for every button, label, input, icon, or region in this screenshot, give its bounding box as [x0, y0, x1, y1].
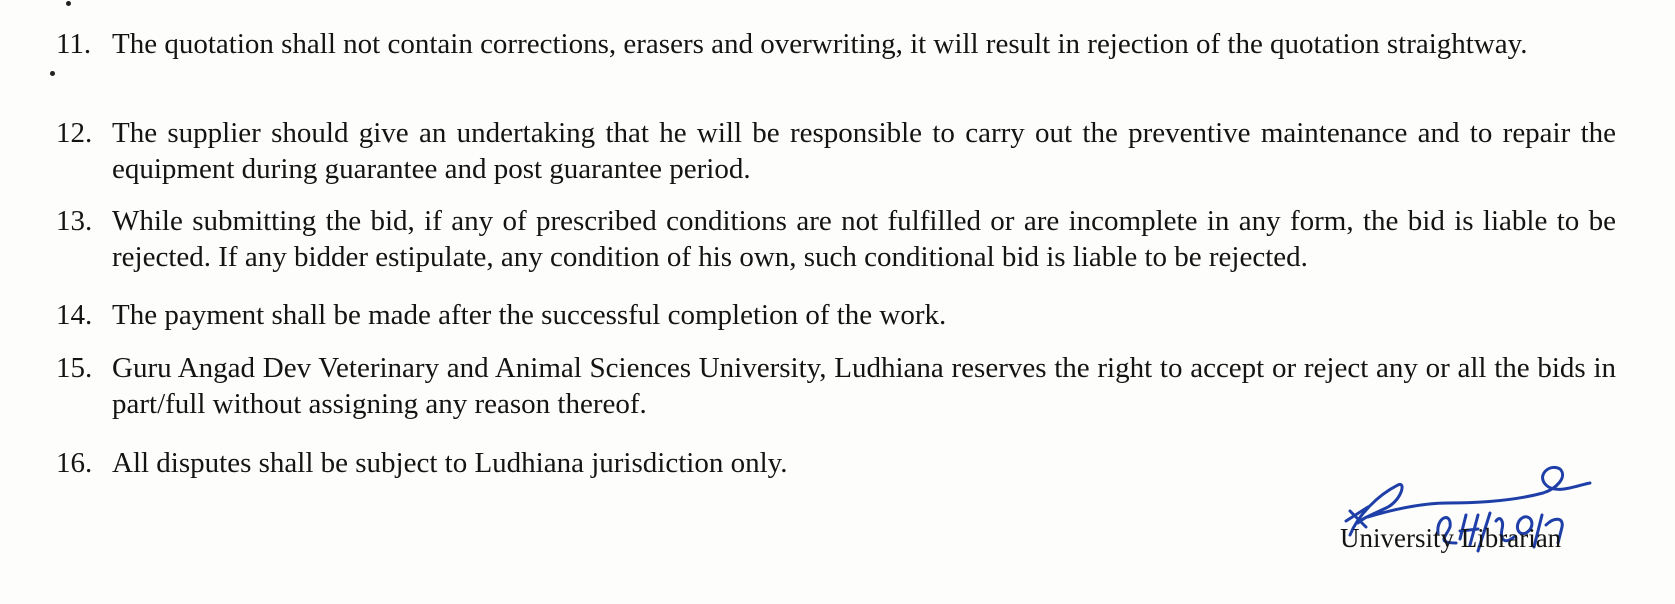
- clause-text: Guru Angad Dev Veterinary and Animal Sciences University, Ludhiana reserves the right to accept or reject any or all the bids in part/full without assigning any reason thereof.: [112, 352, 1616, 420]
- clause-number: 12.: [56, 117, 93, 149]
- scan-speck: [50, 71, 55, 76]
- clause-text: The supplier should give an undertaking that he will be responsible to carry out the preventive maintenance and to repair the equipment during guarantee and post guarantee period.: [112, 117, 1616, 185]
- scan-speck: [66, 1, 71, 6]
- clause-13: [56, 203, 1616, 275]
- handwritten-signature: [1328, 455, 1628, 575]
- clause-number: 11.: [56, 28, 92, 60]
- clause-number: 14.: [56, 299, 93, 331]
- clause-text: While submitting the bid, if any of prescribed conditions are not fulfilled or are incomplete in any form, the bid is liable to be rejected. If any bidder estipulate, any condition of his own, such conditional bid is liable to be rejected.: [112, 205, 1616, 273]
- clause-number: 15.: [56, 352, 93, 384]
- clause-14: [56, 297, 1616, 333]
- clause-text: The quotation shall not contain corrections, erasers and overwriting, it will result in rejection of the quotation straightway.: [112, 28, 1528, 60]
- clause-number: 13.: [56, 205, 93, 237]
- designation-label: University Librarian: [1340, 523, 1562, 553]
- clause-12: [56, 115, 1616, 187]
- clause-11: [56, 26, 1616, 62]
- clause-text: All disputes shall be subject to Ludhiana jurisdiction only.: [112, 447, 788, 479]
- clause-15: [56, 350, 1616, 422]
- clause-text: The payment shall be made after the successful completion of the work.: [112, 299, 947, 331]
- clause-number: 16.: [56, 447, 93, 479]
